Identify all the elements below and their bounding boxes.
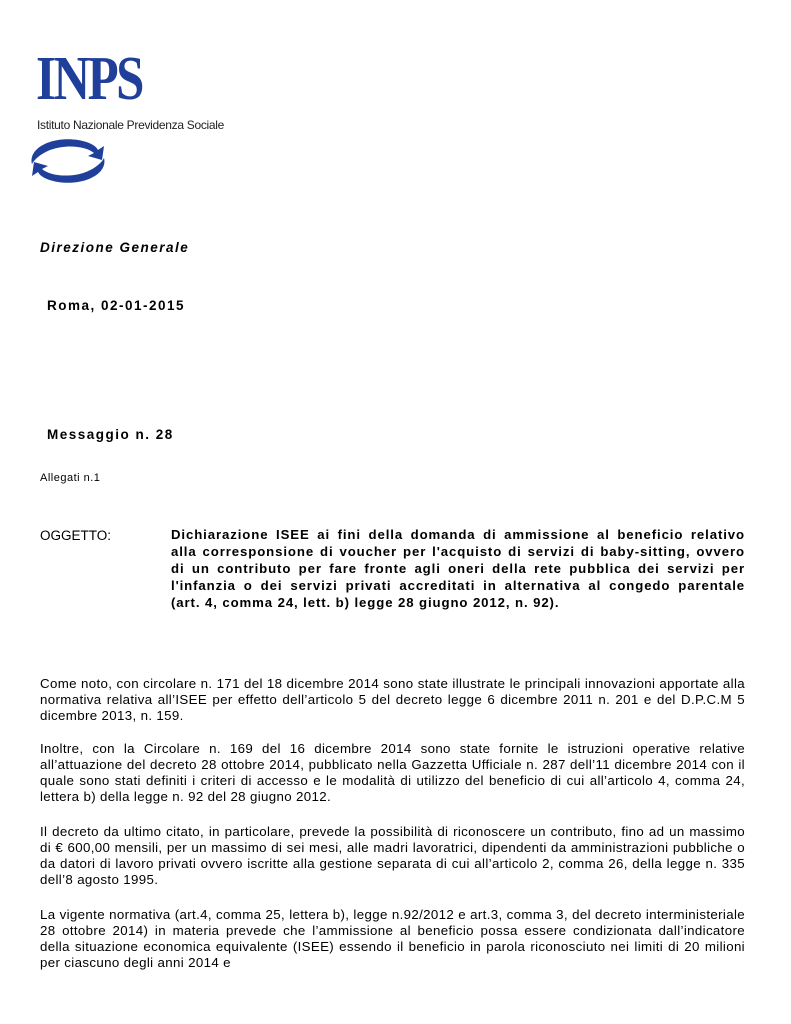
- paragraph-1: Come noto, con circolare n. 171 del 18 dicembre 2014 sono state illustrate le principali innovazioni apportate alla normativa relativa all’ISEE per effetto dell’articolo 5 del decreto legge 6 dicembre 2011 n. 201 e del D.P.C.M 5 dicembre 2013, n. 159.: [40, 676, 745, 723]
- subject-label: OGGETTO:: [40, 528, 112, 543]
- logo-subtitle: Istituto Nazionale Previdenza Sociale: [37, 118, 225, 132]
- subject-text: Dichiarazione ISEE ai fini della domanda di ammissione al beneficio relativo alla corresponsione di voucher per l'acquisto di servizi di baby-sitting, ovvero di un contributo per fare fronte agli oneri della rete pubblica dei servizi per l'infanzia o dei servizi privati accreditati in alternativa al congedo parentale (art. 4, comma 24, lett. b) legge 28 giugno 2012, n. 92).: [171, 527, 745, 610]
- direzione-generale: Direzione Generale: [40, 240, 190, 255]
- document-date: Roma, 02-01-2015: [47, 298, 186, 313]
- paragraph-3: Il decreto da ultimo citato, in particolare, prevede la possibilità di riconoscere un contributo, fino ad un massimo di € 600,00 mensili, per un massimo di sei mesi, alle madri lavoratrici, dipendenti da amministrazioni pubbliche o da datori di lavoro privati ovvero iscritte alla gestione separata di cui all’articolo 2, comma 26, della legge n. 335 dell’8 agosto 1995.: [40, 824, 745, 887]
- attachments-count: Allegati n.1: [40, 472, 101, 484]
- inps-arrows-icon: [26, 134, 110, 190]
- paragraph-2: Inoltre, con la Circolare n. 169 del 16 dicembre 2014 sono state fornite le istruzioni operative relative all’attuazione del decreto 28 ottobre 2014, pubblicato nella Gazzetta Ufficiale n. 287 dell’11 dicembre 2014 con il quale sono stati definiti i criteri di accesso e le modalità di utilizzo del beneficio di cui all’articolo 4, comma 24, lettera b) della legge n. 92 del 28 giugno 2012.: [40, 741, 745, 804]
- message-number: Messaggio n. 28: [47, 427, 174, 442]
- logo-wordmark: INPS: [36, 45, 142, 113]
- paragraph-4: La vigente normativa (art.4, comma 25, lettera b), legge n.92/2012 e art.3, comma 3, del decreto interministeriale 28 ottobre 2014) in materia prevede che l’ammissione al beneficio possa essere condizionata dall’indicatore della situazione economica equivalente (ISEE) essendo il beneficio in parola riconosciuto nei limiti di 20 milioni per ciascuno degli anni 2014 e: [40, 907, 745, 970]
